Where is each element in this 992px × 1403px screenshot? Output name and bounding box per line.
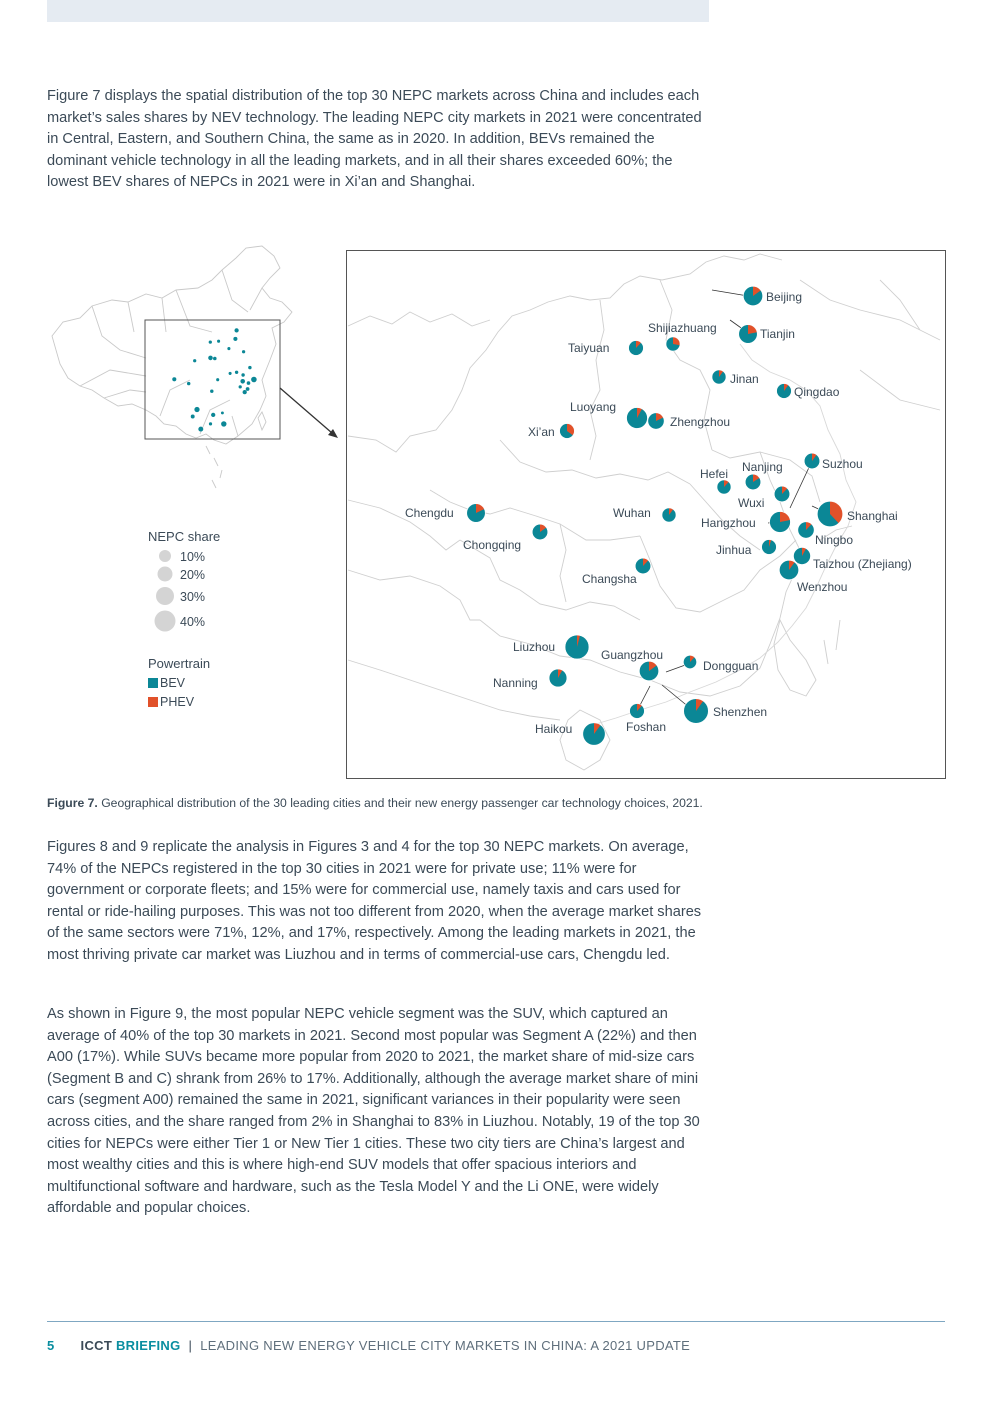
footer-briefing: BRIEFING xyxy=(115,1338,181,1353)
pie-zhengzhou xyxy=(648,413,664,429)
body-paragraph-2: Figures 8 and 9 replicate the analysis in Figures 3 and 4 for the top 30 NEPC markets. On average, 74% of the NEPCs registered in the top 30 cities in 2021 were for private use; 11% were for government or corporate fleets; and 15% were for commercial use, namely taxis and cars used for rental or ride-hailing purposes. This was not too different from 2020, when the average market shares of the same sectors were 71%, 12%, and 17%, respectively. Among the leading markets in 2021, the most thriving private car market was Liuzhou and in terms of commercial-use cars, Chengdu led. xyxy=(47,839,702,963)
overview-dot-liuzhou xyxy=(194,407,199,412)
city-label-suzhou: Suzhou xyxy=(822,457,863,471)
legend-circle-10 xyxy=(159,550,171,562)
pie-ningbo xyxy=(798,522,814,538)
city-label-taiyuan: Taiyuan xyxy=(568,341,610,355)
caption-text: Geographical distribution of the 30 leading cities and their new energy passenger car technology choices, 2021. xyxy=(101,796,703,810)
legend-circle-30 xyxy=(156,587,174,605)
overview-dot-taizhou-zhejiang xyxy=(246,387,250,391)
caption-label: Figure 7. xyxy=(47,796,98,810)
pie-hangzhou xyxy=(770,512,791,533)
pie-hefei xyxy=(717,480,731,494)
city-label-wuxi: Wuxi xyxy=(738,496,765,510)
pie-foshan xyxy=(630,704,645,719)
overview-map xyxy=(52,246,292,488)
pie-qingdao xyxy=(777,384,792,399)
overview-dot-nanjing xyxy=(235,371,238,374)
legend-bev-label: BEV xyxy=(160,676,186,690)
overview-dot-hangzhou xyxy=(240,379,245,384)
city-label-chongqing: Chongqing xyxy=(463,538,522,552)
footer-rule xyxy=(47,1321,945,1322)
city-label-shijiazhuang: Shijiazhuang xyxy=(648,321,717,335)
city-label-shenzhen: Shenzhen xyxy=(713,705,768,719)
overview-dot-suzhou xyxy=(248,366,251,369)
city-label-hefei: Hefei xyxy=(700,467,729,481)
pie-suzhou xyxy=(804,453,820,469)
legend-share-10: 10% xyxy=(180,550,206,564)
page-number: 5 xyxy=(47,1338,55,1353)
pie-haikou xyxy=(583,723,605,745)
pie-xi-an xyxy=(560,424,575,439)
taiwan-island xyxy=(258,412,266,430)
overview-dot-changsha xyxy=(210,389,213,392)
legend-bev-swatch xyxy=(148,678,158,688)
legend-circle-40 xyxy=(155,611,176,632)
city-label-shanghai: Shanghai xyxy=(847,509,898,523)
overview-dot-taiyuan xyxy=(209,340,212,343)
overview-dot-foshan xyxy=(209,422,212,425)
pie-changsha xyxy=(635,558,651,574)
legend-share-20: 20% xyxy=(180,568,206,582)
overview-dot-zhengzhou xyxy=(213,357,217,361)
city-label-hangzhou: Hangzhou xyxy=(701,516,756,530)
city-label-guangzhou: Guangzhou xyxy=(601,648,664,662)
pie-chengdu xyxy=(467,504,486,523)
city-label-zhengzhou: Zhengzhou xyxy=(670,415,731,429)
pie-wenzhou xyxy=(779,560,798,579)
legend-phev-swatch xyxy=(148,697,158,707)
city-label-nanjing: Nanjing xyxy=(742,460,783,474)
city-label-taizhou-zhejiang: Taizhou (Zhejiang) xyxy=(813,557,912,571)
figure-7 xyxy=(0,240,992,785)
overview-dot-wuxi xyxy=(241,373,244,376)
pie-jinhua xyxy=(762,540,777,555)
pie-guangzhou xyxy=(639,661,658,680)
overview-dot-chengdu xyxy=(172,377,176,381)
city-label-changsha: Changsha xyxy=(582,572,637,586)
city-label-liuzhou: Liuzhou xyxy=(513,640,556,654)
overview-dot-dongguan xyxy=(221,411,224,414)
overview-dot-ningbo xyxy=(247,381,251,385)
overview-dot-wenzhou xyxy=(243,390,247,394)
city-label-nanning: Nanning xyxy=(493,676,538,690)
city-label-qingdao: Qingdao xyxy=(794,385,840,399)
legend-phev-label: PHEV xyxy=(160,695,195,709)
legend-share-title: NEPC share xyxy=(148,529,221,544)
city-label-ningbo: Ningbo xyxy=(815,533,854,547)
overview-dot-shenzhen xyxy=(221,421,226,426)
overview-dot-shijiazhuang xyxy=(217,340,220,343)
pie-jinan xyxy=(712,370,726,384)
legend-powertrain-title: Powertrain xyxy=(148,656,211,671)
overview-dot-luoyang xyxy=(208,356,213,361)
pie-nanning xyxy=(549,669,567,687)
pie-shenzhen xyxy=(684,699,709,724)
province-lines xyxy=(80,270,262,436)
city-label-foshan: Foshan xyxy=(626,720,667,734)
pie-tianjin xyxy=(739,325,758,344)
pie-luoyang xyxy=(627,408,648,429)
city-label-dongguan: Dongguan xyxy=(703,659,759,673)
overview-dot-haikou xyxy=(198,427,203,432)
overview-dot-shanghai xyxy=(251,377,257,383)
pie-wuxi xyxy=(774,486,790,502)
zoom-arrow xyxy=(280,388,338,438)
city-label-xi-an: Xi’an xyxy=(528,425,555,439)
footer xyxy=(47,1338,690,1353)
intro-paragraph: Figure 7 displays the spatial distribution of the top 30 NEPC markets across China and includes each market’s sales shares by NEV technology. The leading NEPC city markets in 2021 were concentrated in Central, Eastern, and Southern China, the same as in 2020. In addition, BEVs remained the dominant vehicle technology in all the leading markets, and in all their shares exceeded 60%; the lowest BEV shares of NEPCs in 2021 were in Xi’an and Shanghai. xyxy=(47,88,702,191)
footer-separator: | xyxy=(188,1338,193,1353)
city-label-wenzhou: Wenzhou xyxy=(797,580,848,594)
city-label-tianjin: Tianjin xyxy=(760,327,795,341)
overview-dot-chongqing xyxy=(187,382,190,385)
overview-dot-nanning xyxy=(191,415,195,419)
china-outline xyxy=(52,246,292,444)
legend-circle-20 xyxy=(158,567,173,582)
pie-chongqing xyxy=(532,524,548,540)
pie-nanjing xyxy=(745,474,761,490)
south-sea-islands xyxy=(206,446,222,488)
city-label-haikou: Haikou xyxy=(535,722,573,736)
legend-share-40: 40% xyxy=(180,615,206,629)
city-label-wuhan: Wuhan xyxy=(613,506,651,520)
overview-dot-hefei xyxy=(229,372,232,375)
overview-dot-qingdao xyxy=(242,350,245,353)
pie-wuhan xyxy=(662,508,676,522)
pie-taizhou-zhejiang xyxy=(793,547,810,564)
pie-beijing xyxy=(743,286,762,305)
figure-caption xyxy=(47,796,947,810)
legend xyxy=(148,529,220,709)
pie-liuzhou xyxy=(565,635,589,659)
footer-title: LEADING NEW ENERGY VEHICLE CITY MARKETS IN CHINA: A 2021 UPDATE xyxy=(200,1338,691,1353)
overview-dot-jinhua xyxy=(239,385,242,388)
overview-dot-xi-an xyxy=(193,359,196,362)
overview-dot-guangzhou xyxy=(211,413,215,417)
city-label-luoyang: Luoyang xyxy=(570,400,617,414)
overview-dot-beijing xyxy=(234,328,238,332)
header-band xyxy=(47,0,709,22)
pie-dongguan xyxy=(683,655,696,668)
city-label-beijing: Beijing xyxy=(766,290,803,304)
footer-org: ICCT xyxy=(80,1338,113,1353)
china-map-figure xyxy=(0,240,992,785)
pie-taiyuan xyxy=(629,341,644,356)
overview-dot-wuhan xyxy=(216,378,219,381)
city-label-chengdu: Chengdu xyxy=(405,506,454,520)
city-label-jinhua: Jinhua xyxy=(716,543,752,557)
overview-dot-jinan xyxy=(227,347,230,350)
overview-city-dots xyxy=(172,328,256,431)
overview-dot-tianjin xyxy=(233,337,237,341)
overview-inset-box xyxy=(145,320,280,439)
pie-shanghai xyxy=(817,501,842,526)
body-paragraph-3: As shown in Figure 9, the most popular NEPC vehicle segment was the SUV, which captured an average of 40% of the top 30 markets in 2021. Second most popular was Segment A (22%) and then A00 (17%). While SUVs became more popular from 2020 to 2021, the market share of mid-size cars (Segment B and C) shrank from 26% to 17%. Additionally, although the average market share of mini cars (segment A00) remained the same in 2021, significant variances in their popularity were seen across cities, and the share ranged from 2% in Shanghai to 83% in Liuzhou. Notably, 19 of the top 30 cities for NEPCs were either Tier 1 or New Tier 1 cities. These two city tiers are China’s largest and most wealthy cities and this is where high-end SUV models that offer spacious interiors and multifunctional software and hardware, such as the Tesla Model Y and the Li ONE, were widely affordable and popular choices. xyxy=(47,1006,700,1217)
legend-share-30: 30% xyxy=(180,590,206,604)
city-label-jinan: Jinan xyxy=(730,372,759,386)
pie-shijiazhuang xyxy=(666,337,680,351)
